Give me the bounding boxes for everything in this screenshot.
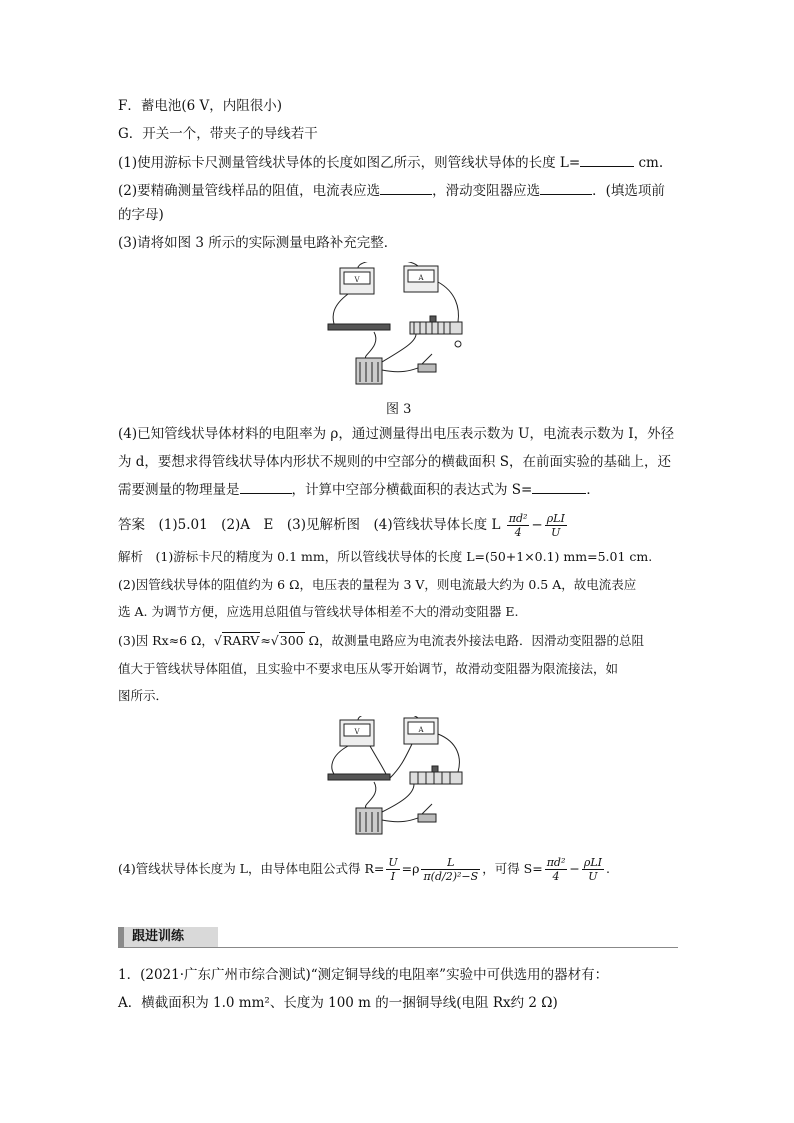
- q2-text-b: ，滑动变阻器应选: [432, 183, 541, 199]
- q4-text-a: 需要测量的物理量是: [118, 482, 240, 498]
- explanation-7: (4)管线状导体长度为 L，由导体电阻公式得 R= $\frac{U}{I}$ =ρ $\frac{L}{\text{π(d/2)²−S}}$ ，可得 S= $\frac{\text{πd²}}{4}$ − $\frac{\text{ρLI}}{U}$ .: [118, 856, 610, 883]
- svg-text:V: V: [354, 728, 360, 736]
- explanation-6: 图所示．: [118, 688, 169, 703]
- question-2-cont: 的字母): [118, 207, 164, 223]
- q2-text-a: (2)要精确测量管线样品的阻值，电流表应选: [118, 183, 381, 199]
- sqrt-expression: RARV: [222, 633, 260, 648]
- fraction: $\frac{U}{I}$: [388, 856, 398, 883]
- q1-unit: cm.: [634, 155, 664, 171]
- svg-text:V: V: [354, 276, 360, 284]
- figure-3-caption: 图 3: [386, 402, 412, 417]
- explanation-1: 解析 (1)游标卡尺的精度为 0.1 mm，所以管线状导体的长度 L=(50+1×0.1) mm=5.01 cm.: [118, 549, 653, 564]
- q2-text-c: ．(填选项前: [592, 183, 665, 199]
- explanation-3: 选 A. 为调节方便，应选用总阻值与管线状导体相差不大的滑动变阻器 E.: [118, 604, 519, 619]
- option-g: G．开关一个，带夹子的导线若干: [118, 126, 318, 142]
- fraction: $\frac{\text{ρLI}}{U}$: [546, 512, 565, 539]
- answer-blank: [580, 152, 634, 167]
- section-heading: 跟进训练: [118, 927, 218, 947]
- fraction: $\frac{L}{\text{π(d/2)²−S}}$: [423, 856, 479, 883]
- svg-text:A: A: [418, 726, 424, 734]
- minus-sign: −: [531, 517, 543, 533]
- q4-text-c: ．: [586, 482, 600, 498]
- question-4-line-3: [118, 479, 600, 500]
- sqrt-expression: 300: [279, 633, 304, 648]
- question-3: (3)请将如图 3 所示的实际测量电路补充完整．: [118, 235, 398, 251]
- question-1: [118, 152, 663, 173]
- q1-text: (1)使用游标卡尺测量管线状导体的长度如图乙所示，则管线状导体的长度 L=: [118, 155, 581, 171]
- fraction: $\frac{\text{ρLI}}{U}$: [583, 856, 602, 883]
- fraction: $\frac{\text{πd²}}{4}$: [508, 512, 528, 539]
- question-4-line-2: 为 d，要想求得管线状导体内形状不规则的中空部分的横截面积 S，在前面实验的基础上，还: [118, 454, 671, 470]
- q4-text-b: ，计算中空部分横截面积的表达式为 S=: [291, 482, 533, 498]
- circuit-figure-3: [322, 262, 474, 392]
- answer-blank: [532, 479, 586, 494]
- section-divider: [118, 947, 678, 948]
- answer-blank: [240, 479, 292, 494]
- answer-blank: [540, 180, 592, 195]
- explanation-4: (3)因 Rx≈6 Ω，√RARV≈√300 Ω，故测量电路应为电流表外接法电路．因滑动变阻器的总阻: [118, 633, 644, 648]
- question-4-line-1: (4)已知管线状导体材料的电阻率为 ρ，通过测量得出电压表示数为 U，电流表示数为 I，外径: [118, 426, 675, 442]
- circuit-figure-solution: [322, 716, 474, 840]
- option-f: F．蓄电池(6 V，内阻很小): [118, 98, 283, 114]
- svg-text:A: A: [418, 274, 424, 282]
- answer-text: 答案 (1)5.01 (2)A E (3)见解析图 (4)管线状导体长度 L: [118, 517, 501, 533]
- explanation-2: (2)因管线状导体的阻值约为 6 Ω，电压表的量程为 3 V，则电流最大约为 0.5 A，故电流表应: [118, 577, 637, 592]
- option-a: A．横截面积为 1.0 mm²、长度为 100 m 的一捆铜导线(电阻 Rx约 2 Ω): [118, 995, 558, 1011]
- answer-blank: [380, 180, 432, 195]
- answer-line: [118, 512, 569, 539]
- fraction: $\frac{\text{πd²}}{4}$: [546, 856, 566, 883]
- question-2: [118, 180, 665, 201]
- explanation-5: 值大于管线状导体阻值，且实验中不要求电压从零开始调节，故滑动变阻器为限流接法，如: [118, 661, 619, 676]
- problem-1: 1．(2021·广东广州市综合测试)“测定铜导线的电阻率”实验中可供选用的器材有：: [118, 967, 609, 983]
